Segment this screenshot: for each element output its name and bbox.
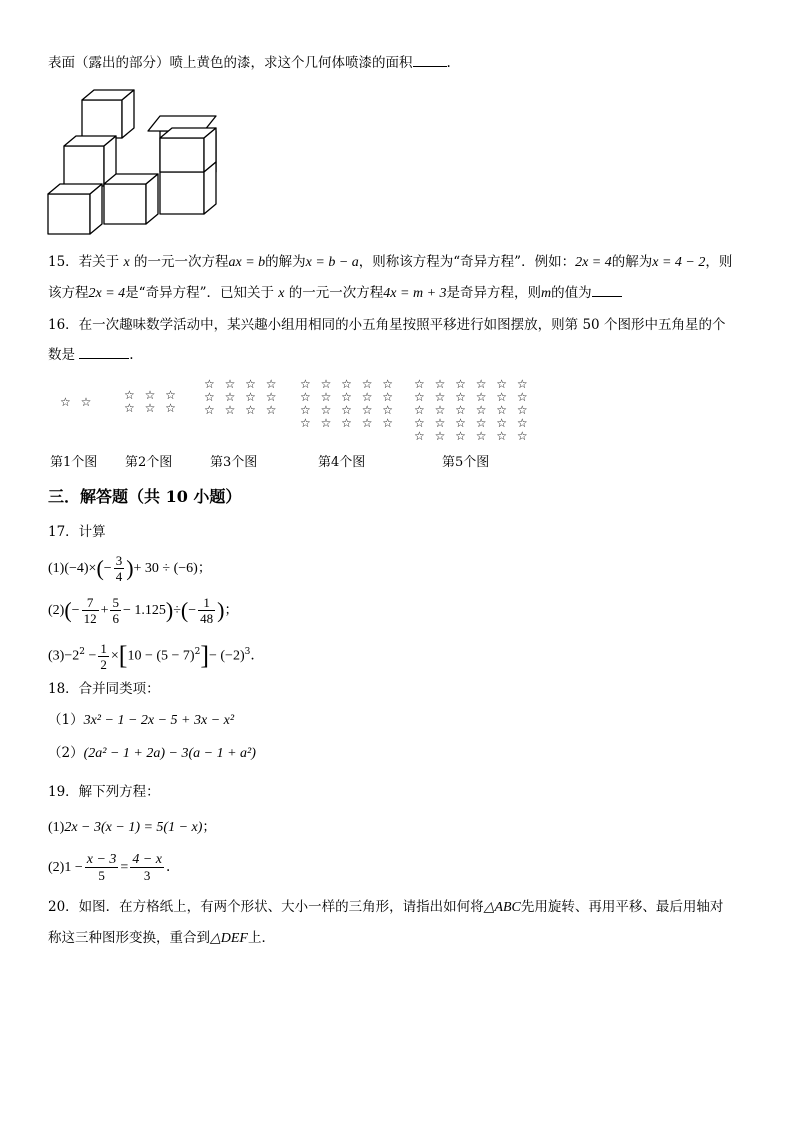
q17-part2	[48, 594, 238, 627]
q20-line2	[48, 929, 275, 948]
plus-sign: +	[100, 603, 109, 618]
caption-fig-1: 第1个图	[50, 455, 98, 470]
q17-p2-label: (2)	[48, 603, 65, 618]
q19-part2	[48, 849, 170, 886]
fraction	[98, 641, 109, 672]
star-figure-5: ☆ ☆ ☆ ☆ ☆ ☆ ☆ ☆ ☆ ☆ ☆ ☆ ☆ ☆ ☆ ☆ ☆ ☆ ☆ ☆ ☆ ☆ ☆ ☆ ☆ ☆ ☆ ☆ ☆ ☆	[414, 377, 531, 443]
caption-fig-3: 第3个图	[210, 455, 258, 470]
q15-eq2: 2x = 4	[575, 255, 612, 270]
q17-p2-mid: − 1.125	[122, 603, 166, 618]
q20-line2b: 上．	[247, 930, 275, 946]
q19-p1-end: ；	[202, 819, 216, 835]
q15-t1: 若关于	[78, 254, 120, 270]
q17-part3	[48, 636, 255, 673]
exponent: 2	[79, 647, 85, 657]
frac-num: 3	[115, 553, 123, 568]
frac-num: 4 − x	[132, 852, 162, 867]
q17-p3-b: 10 − (5 − 7)	[127, 648, 195, 664]
fraction	[85, 852, 119, 883]
answer-blank	[592, 284, 622, 297]
q17-p3-label: (3)	[48, 648, 65, 664]
frac-den: 5	[98, 868, 105, 883]
frac-num: 5	[112, 595, 119, 610]
q15-t6: ，则	[705, 254, 733, 270]
q15-t7: 该方程	[48, 285, 89, 301]
q20-line1	[48, 898, 723, 917]
star-figure-2: ☆ ☆ ☆ ☆ ☆ ☆	[124, 388, 179, 415]
q18-part2	[48, 744, 256, 763]
frac-num: x − 3	[86, 852, 117, 867]
q15-eq4: 4x = m + 3	[383, 286, 447, 301]
q18-p1-label: （1）	[48, 712, 84, 728]
q17-p1-b: + 30 ÷ (−6)	[133, 561, 198, 576]
caption-fig-4: 第4个图	[318, 455, 366, 470]
q15-m: m	[541, 286, 552, 301]
paren-close: )	[217, 597, 225, 623]
q18-p2-label: （2）	[48, 745, 84, 761]
frac-num: 7	[82, 595, 99, 611]
q20-abc: △ABC	[483, 900, 521, 915]
frac-den: 12	[83, 611, 97, 626]
minus-sign: −	[103, 561, 112, 576]
q17-p3-c: − (−2)	[208, 648, 245, 664]
q19-p2-end: .	[165, 859, 171, 875]
frac-num: 1	[198, 595, 215, 611]
exponent: 2	[194, 647, 201, 657]
q18-p2-expr: (2a² − 1 + 2a) − 3(a − 1 + a²)	[83, 746, 256, 761]
q15-eq1: ax = b	[228, 255, 266, 270]
q18-title: 18．合并同类项：	[48, 681, 160, 697]
q16-line2	[48, 346, 134, 364]
q15-t4: ，则称该方程为“奇异方程”．例如：	[358, 254, 576, 270]
q15-line1	[48, 253, 732, 272]
q17-p3-a: −2	[64, 648, 80, 664]
star-figure-4: ☆ ☆ ☆ ☆ ☆ ☆ ☆ ☆ ☆ ☆ ☆ ☆ ☆ ☆ ☆ ☆ ☆ ☆ ☆ ☆	[300, 377, 397, 430]
q17-p2-end: ；	[224, 602, 238, 618]
q15-x: x	[123, 255, 130, 270]
paren-close: )	[126, 555, 134, 581]
q20-line1a: 20．如图．在方格纸上，有两个形状、大小一样的三角形，请指出如何将	[48, 899, 484, 915]
cube-stack-figure	[46, 88, 222, 238]
q15-line2	[48, 284, 622, 303]
caption-fig-5: 第5个图	[442, 455, 490, 470]
q14-tail: 表面（露出的部分）喷上黄色的漆，求这个几何体喷漆的面积	[48, 55, 413, 71]
fraction	[130, 852, 164, 883]
answer-blank	[79, 346, 129, 359]
q19-p2-label: (2)	[48, 860, 65, 875]
q15-t8: 是“奇异方程”．已知关于	[125, 285, 274, 301]
q16-end: .	[129, 347, 134, 363]
q15-x2: x	[278, 286, 285, 301]
q15-t2: 的一元一次方程	[134, 254, 229, 270]
q19-p1-expr: 2x − 3(x − 1) = 5(1 − x)	[64, 820, 203, 835]
q17-part1	[48, 552, 211, 585]
paren-open: (	[64, 597, 72, 623]
q20-line2a: 称这三种图形变换，重合到	[48, 930, 210, 946]
q16-line2-text: 数是	[48, 347, 75, 363]
answer-blank	[413, 54, 447, 67]
q15-t10: 是奇异方程，则	[446, 285, 542, 301]
exponent: 3	[244, 647, 251, 657]
q17-p1-end: ；	[197, 560, 212, 576]
minus-sign: −	[71, 603, 80, 618]
q15-t5: 的解为	[611, 254, 653, 270]
q15-number: 15．	[48, 254, 79, 270]
q17-title: 17．计算	[48, 524, 106, 540]
q20-def: △DEF	[210, 931, 248, 946]
frac-den: 48	[200, 611, 214, 626]
q17-p3-end: .	[250, 647, 255, 664]
frac-den: 6	[112, 611, 119, 626]
fraction	[82, 595, 99, 626]
q15-eq3: 2x = 4	[88, 286, 126, 301]
frac-den: 4	[115, 569, 123, 584]
paren-open: (	[180, 597, 189, 623]
section-heading: 三．解答题（共 10 小题）	[48, 487, 242, 506]
paren-open: (	[96, 555, 104, 581]
q17-p1-a: (−4)×	[64, 561, 97, 576]
times-sign: ×	[110, 648, 119, 664]
q15-t9: 的一元一次方程	[288, 285, 384, 301]
q20-line1b: 先用旋转、再用平移、最后用轴对	[520, 899, 724, 915]
minus-sign: −	[84, 648, 97, 664]
q14-end: .	[446, 55, 451, 71]
fraction	[110, 595, 121, 626]
q19-title: 19．解下列方程：	[48, 784, 160, 800]
q16-line1: 16．在一次趣味数学活动中，某兴趣小组用相同的小五角星按照平移进行如图摆放，则第 50 个图形中五角星的个	[48, 317, 726, 333]
fraction	[114, 553, 125, 584]
equals-sign: =	[120, 860, 129, 875]
q18-part1	[48, 711, 234, 730]
q15-t11: 的值为	[551, 285, 592, 301]
fraction	[198, 595, 215, 626]
frac-den: 2	[100, 656, 107, 672]
q14-text	[48, 54, 451, 72]
minus-sign: −	[188, 603, 197, 618]
divide-sign: ÷	[173, 603, 181, 618]
frac-num: 1	[100, 640, 107, 656]
bracket-close: ]	[200, 641, 209, 670]
q18-p1-expr: 3x² − 1 − 2x − 5 + 3x − x²	[83, 713, 235, 728]
q15-t3: 的解为	[265, 254, 306, 270]
caption-fig-2: 第2个图	[125, 455, 173, 470]
q17-p1-label: (1)	[48, 561, 65, 576]
bracket-open: [	[118, 641, 128, 670]
star-figure-3: ☆ ☆ ☆ ☆ ☆ ☆ ☆ ☆ ☆ ☆ ☆ ☆	[204, 377, 280, 417]
paren-close: )	[165, 597, 174, 623]
q19-p2-a: 1 −	[64, 860, 83, 875]
q19-part1	[48, 818, 216, 837]
frac-den: 3	[143, 868, 151, 883]
star-figure-1: ☆ ☆	[60, 395, 95, 409]
q15-sol2: x = 4 − 2	[652, 255, 706, 270]
q19-p1-label: (1)	[48, 820, 65, 835]
q15-sol1: x = b − a	[305, 255, 359, 270]
